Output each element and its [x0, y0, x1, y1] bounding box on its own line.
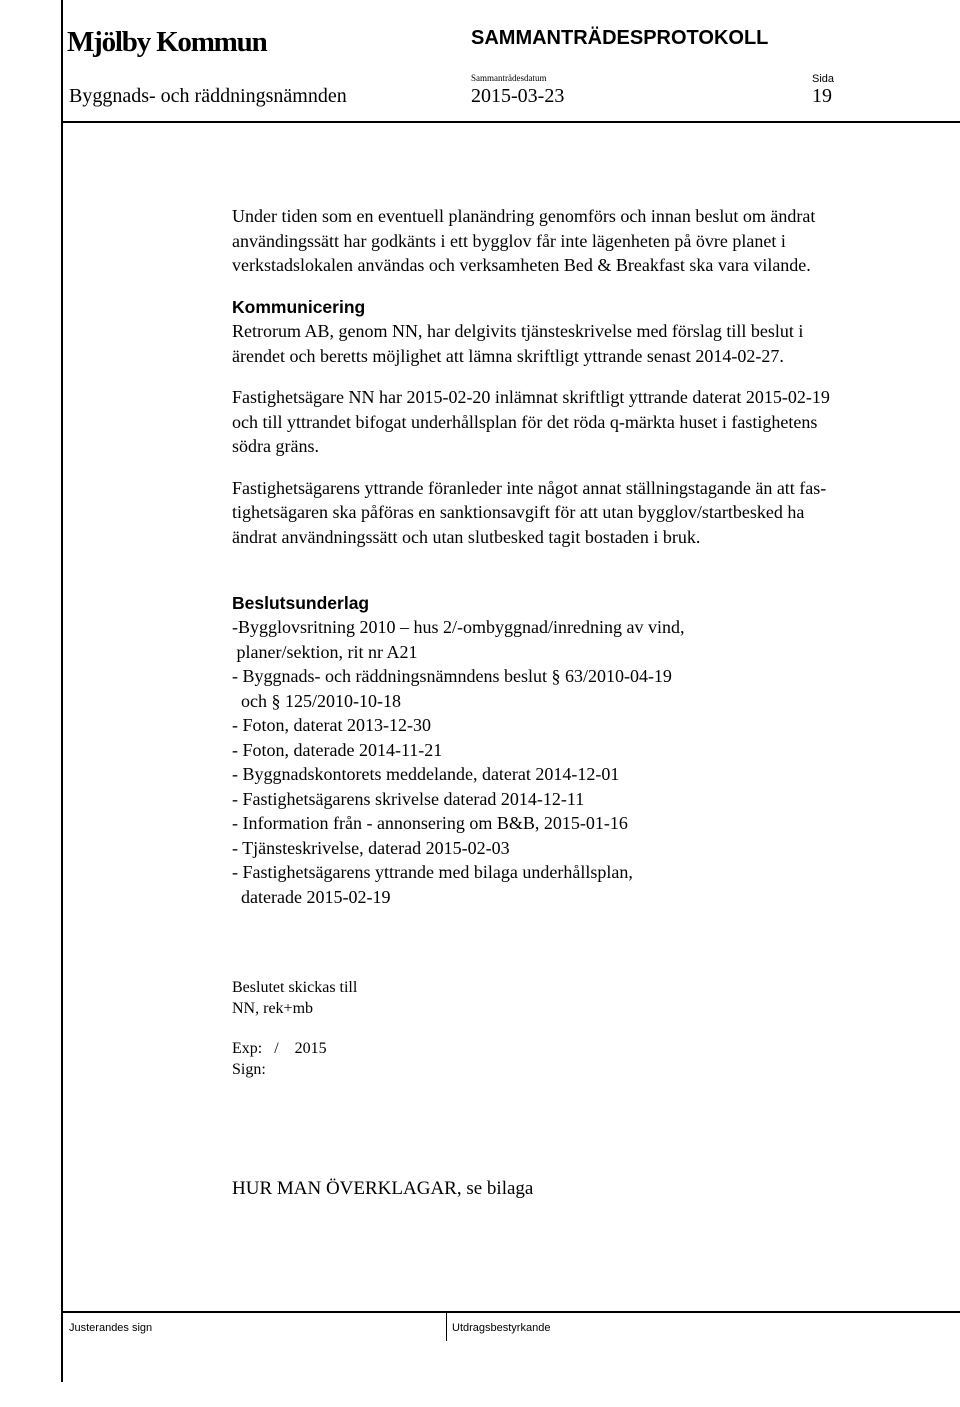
- text-line: Retrorum AB, genom NN, har delgivits tjänsteskrivelse med förslag till beslut i: [232, 321, 804, 341]
- list-item: - Fastighetsägarens skrivelse daterad 2014-12-11: [232, 788, 585, 809]
- communication-heading: Kommunicering: [232, 296, 366, 317]
- expedition-block: [232, 1038, 327, 1080]
- text-line: södra gräns.: [232, 436, 319, 456]
- intro-paragraph: [232, 204, 932, 278]
- header-divider: [61, 121, 960, 123]
- footer-certification: Utdragsbestyrkande: [452, 1322, 551, 1334]
- left-margin-line: [61, 0, 63, 1382]
- expedition-line: Exp: / 2015: [232, 1040, 327, 1057]
- list-item: planer/sektion, rit nr A21: [232, 641, 418, 662]
- document-type: SAMMANTRÄDESPROTOKOLL: [471, 27, 769, 49]
- meeting-date: 2015-03-23: [471, 85, 565, 107]
- text-line: och till yttrandet bifogat underhållsplan för det röda q-märkta huset i fastighetens: [232, 411, 818, 432]
- list-item: - Fastighetsägarens yttrande med bilaga underhållsplan,: [232, 862, 633, 882]
- department-name: Byggnads- och räddningsnämnden: [69, 85, 347, 107]
- page-number: 19: [812, 85, 832, 107]
- list-item: - Byggnads- och räddningsnämndens beslut § 63/2010-04-19: [232, 666, 672, 686]
- footer-column-divider: [446, 1311, 447, 1341]
- appeal-note: HUR MAN ÖVERKLAGAR, se bilaga: [232, 1178, 534, 1199]
- basis-section: [232, 566, 932, 909]
- meeting-date-label: Sammanträdesdatum: [471, 73, 547, 83]
- text-line: tighetsägaren ska påföras en sanktionsavgift för att utan bygglov/startbesked ha: [232, 502, 805, 522]
- footer-divider: [61, 1311, 960, 1313]
- text-line: ärendet och beretts möjlighet att lämna skriftligt yttrande senast 2014-02-27.: [232, 345, 784, 366]
- list-item: - Tjänsteskrivelse, daterad 2015-02-03: [232, 837, 510, 858]
- document-body: [232, 204, 932, 909]
- communication-section: [232, 295, 932, 369]
- org-name: Mjölby Kommun: [67, 26, 267, 58]
- page-label: Sida: [812, 73, 835, 85]
- text-line: Fastighetsägare NN har 2015-02-20 inlämnat skriftligt yttrande daterat 2015-02-19: [232, 387, 830, 407]
- text-line: Under tiden som en eventuell planändring genomförs och innan beslut om ändrat: [232, 206, 816, 226]
- footer-adjuster-signature: Justerandes sign: [69, 1322, 153, 1334]
- text-line: användingssätt har godkänts i ett bygglov får inte lägenheten på övre planet i: [232, 230, 786, 251]
- owner-conclusion-paragraph: [232, 476, 932, 550]
- text-line: verkstadslokalen användas och verksamheten Bed & Breakfast ska vara vilande.: [232, 255, 811, 275]
- list-item: - Foton, daterade 2014-11-21: [232, 739, 443, 760]
- text-line: ändrat användningssätt och utan slutbesked tagit bostaden i bruk.: [232, 526, 701, 547]
- list-item: - Information från - annonsering om B&B, 2015-01-16: [232, 813, 628, 833]
- list-item: och § 125/2010-10-18: [232, 690, 401, 711]
- signature-line: Sign:: [232, 1061, 266, 1078]
- distribution-block: [232, 977, 357, 1019]
- list-item: daterade 2015-02-19: [232, 886, 391, 907]
- list-item: -Bygglovsritning 2010 – hus 2/-ombyggnad/inredning av vind,: [232, 617, 685, 637]
- owner-statement-paragraph: [232, 385, 932, 459]
- distribution-recipient: NN, rek+mb: [232, 1000, 314, 1017]
- text-line: Fastighetsägarens yttrande föranleder inte något annat ställningstagande än att fas-: [232, 477, 827, 498]
- basis-heading: Beslutsunderlag: [232, 592, 370, 613]
- distribution-label: Beslutet skickas till: [232, 979, 358, 996]
- list-item: - Foton, daterat 2013-12-30: [232, 715, 431, 735]
- list-item: - Byggnadskontorets meddelande, daterat 2014-12-01: [232, 764, 620, 784]
